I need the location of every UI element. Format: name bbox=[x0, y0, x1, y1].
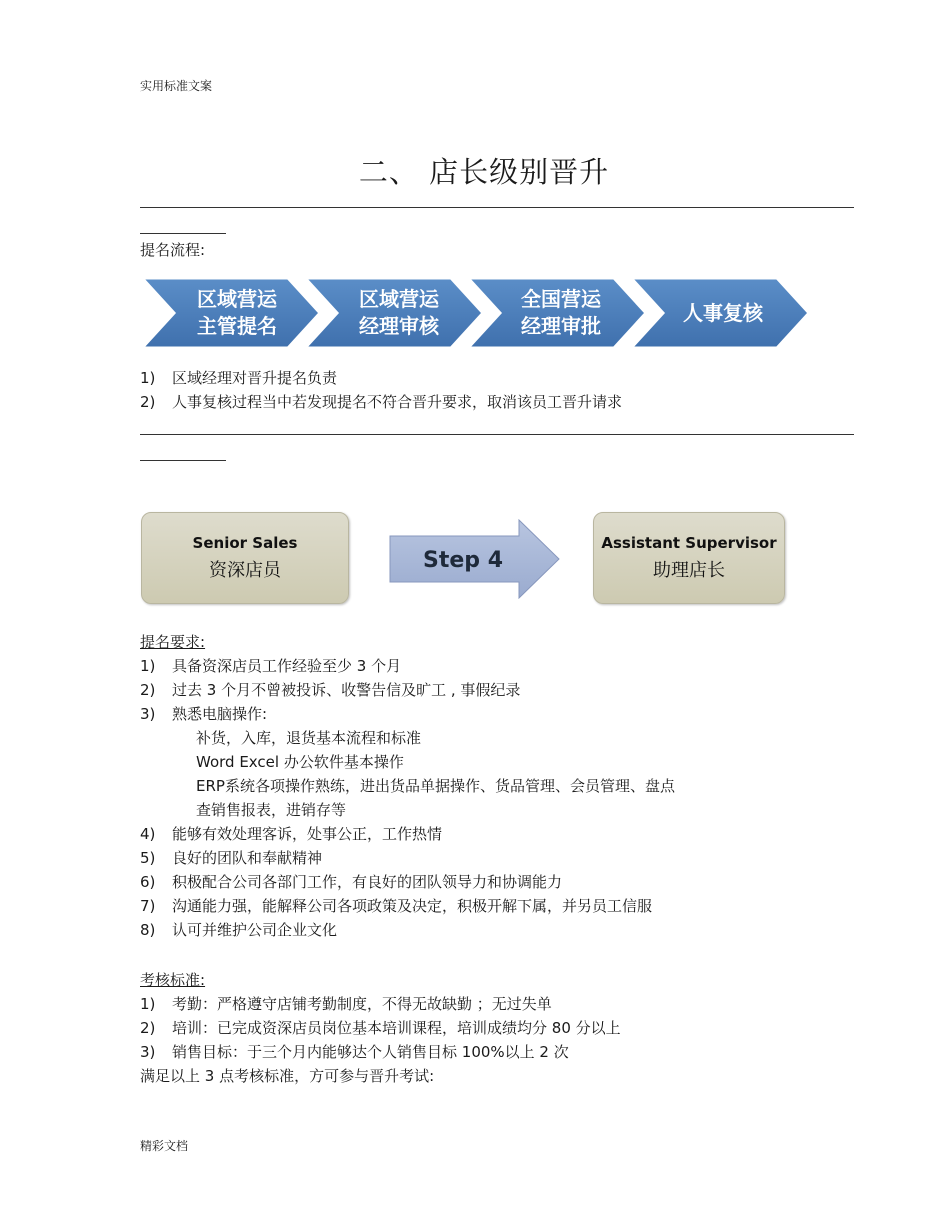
chevron-step-2-line2: 经理审核 bbox=[359, 314, 439, 338]
assessment-text: 销售目标：于三个月内能够达个人销售目标 100%以上 2 次 bbox=[172, 1043, 569, 1061]
divider-line bbox=[140, 207, 854, 208]
divider-line-short bbox=[140, 460, 226, 461]
chevron-step-3-line1: 全国营运 bbox=[521, 287, 601, 311]
note-text: 区域经理对晋升提名负责 bbox=[172, 369, 338, 387]
note-text: 人事复核过程当中若发现提名不符合晋升要求，取消该员工晋升请求 bbox=[172, 393, 623, 411]
from-position-en: Senior Sales bbox=[192, 534, 298, 552]
requirement-number: 2) bbox=[140, 681, 156, 699]
requirement-sub-item: Word Excel 办公软件基本操作 bbox=[196, 753, 404, 771]
requirement-item-2 bbox=[140, 678, 860, 702]
note-item-2 bbox=[140, 390, 840, 414]
requirement-number: 5) bbox=[140, 849, 156, 867]
divider-line bbox=[140, 434, 854, 435]
requirement-item-8 bbox=[140, 918, 860, 942]
requirement-item-1 bbox=[140, 654, 860, 678]
requirements-section bbox=[140, 630, 860, 942]
nomination-flow-heading: 提名流程: bbox=[140, 241, 206, 259]
assessment-item-3 bbox=[140, 1040, 860, 1064]
page-title: 二、 店长级别晋升 bbox=[358, 155, 610, 189]
requirement-item-7 bbox=[140, 894, 860, 918]
note-item-1 bbox=[140, 366, 840, 390]
chevron-step-1 bbox=[142, 278, 320, 348]
assessment-text: 培训：已完成资深店员岗位基本培训课程，培训成绩均分 80 分以上 bbox=[172, 1019, 621, 1037]
requirement-number: 1) bbox=[140, 657, 156, 675]
requirement-item-3 bbox=[140, 702, 860, 726]
note-number: 2) bbox=[140, 393, 156, 411]
requirement-sub-item: ERP系统各项操作熟练，进出货品单据操作、货品管理、会员管理、盘点 bbox=[196, 777, 675, 795]
step-label: Step 4 bbox=[423, 548, 503, 573]
assessment-item-1 bbox=[140, 992, 860, 1016]
step-arrow bbox=[389, 519, 561, 599]
assessment-section bbox=[140, 968, 860, 1088]
from-position-card bbox=[141, 512, 349, 604]
assessment-conclusion: 满足以上 3 点考核标准，方可参与晋升考试: bbox=[140, 1067, 435, 1085]
requirement-sub-item: 补货，入库，退货基本流程和标准 bbox=[196, 729, 422, 747]
chevron-step-4 bbox=[631, 278, 809, 348]
assessment-heading: 考核标准: bbox=[140, 971, 206, 989]
page-header: 实用标准文案 bbox=[140, 79, 213, 93]
chevron-step-4-line1: 人事复核 bbox=[683, 301, 763, 325]
requirement-number: 3) bbox=[140, 705, 156, 723]
requirement-text: 积极配合公司各部门工作，有良好的团队领导力和协调能力 bbox=[172, 873, 563, 891]
requirement-number: 6) bbox=[140, 873, 156, 891]
assessment-number: 2) bbox=[140, 1019, 156, 1037]
chevron-step-1-line2: 主管提名 bbox=[197, 314, 277, 338]
requirement-text: 沟通能力强，能解释公司各项政策及决定，积极开解下属，并另员工信服 bbox=[172, 897, 653, 915]
assessment-text: 考勤：严格遵守店铺考勤制度，不得无故缺勤 ；无过失单 bbox=[172, 995, 552, 1013]
requirement-text: 能够有效处理客诉，处事公正，工作热情 bbox=[172, 825, 443, 843]
requirement-item-4 bbox=[140, 822, 860, 846]
nomination-notes bbox=[140, 366, 840, 414]
divider-line-short bbox=[140, 233, 226, 234]
requirement-text: 熟悉电脑操作: bbox=[172, 705, 268, 723]
requirement-text: 具备资深店员工作经验至少 3 个月 bbox=[172, 657, 402, 675]
to-position-en: Assistant Supervisor bbox=[601, 534, 777, 552]
note-number: 1) bbox=[140, 369, 156, 387]
assessment-item-2 bbox=[140, 1016, 860, 1040]
chevron-step-1-line1: 区域营运 bbox=[197, 287, 277, 311]
to-position-zh: 助理店长 bbox=[653, 560, 725, 581]
requirement-text: 良好的团队和奉献精神 bbox=[172, 849, 323, 867]
chevron-step-3-line2: 经理审批 bbox=[521, 314, 601, 338]
requirement-number: 7) bbox=[140, 897, 156, 915]
requirement-text: 过去 3 个月不曾被投诉、收警告信及旷工 , 事假纪录 bbox=[172, 681, 521, 699]
from-position-zh: 资深店员 bbox=[209, 560, 281, 581]
nomination-flow-chevrons bbox=[140, 275, 820, 351]
chevron-step-3 bbox=[468, 278, 646, 348]
requirements-heading: 提名要求: bbox=[140, 633, 206, 651]
requirement-item-6 bbox=[140, 870, 860, 894]
requirement-sub-item: 查销售报表，进销存等 bbox=[196, 801, 347, 819]
requirement-number: 8) bbox=[140, 921, 156, 939]
page-footer: 精彩文档 bbox=[140, 1139, 189, 1153]
chevron-step-2 bbox=[305, 278, 483, 348]
requirement-text: 认可并维护公司企业文化 bbox=[172, 921, 338, 939]
to-position-card bbox=[593, 512, 785, 604]
assessment-number: 1) bbox=[140, 995, 156, 1013]
assessment-number: 3) bbox=[140, 1043, 156, 1061]
requirement-number: 4) bbox=[140, 825, 156, 843]
chevron-step-2-line1: 区域营运 bbox=[359, 287, 439, 311]
requirement-item-5 bbox=[140, 846, 860, 870]
